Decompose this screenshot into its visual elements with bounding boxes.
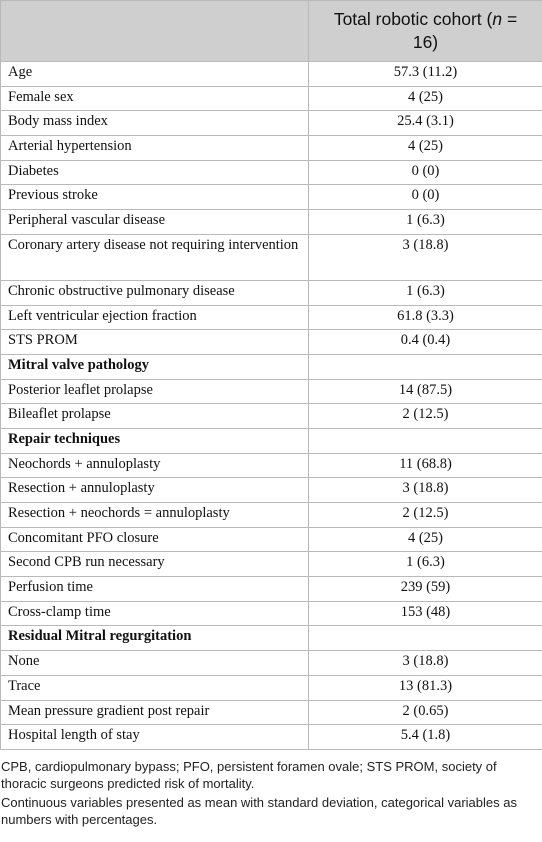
table-row: [1, 234, 542, 280]
row-value: 14 (87.5): [309, 379, 542, 404]
row-value: 239 (59): [309, 577, 542, 602]
row-value: 0 (0): [309, 185, 542, 210]
table-row: [1, 478, 542, 503]
row-value: 2 (12.5): [309, 404, 542, 429]
row-label: Posterior leaflet prolapse: [1, 379, 309, 404]
section-row-repair-techniques: [1, 428, 542, 453]
row-label: Cross-clamp time: [1, 601, 309, 626]
table-row: [1, 136, 542, 161]
row-label: Female sex: [1, 86, 309, 111]
header-cell-empty: [1, 1, 309, 62]
table-row: [1, 86, 542, 111]
table-row: [1, 160, 542, 185]
row-value: 3 (18.8): [309, 651, 542, 676]
table-header-row: [1, 1, 542, 62]
row-label: Arterial hypertension: [1, 136, 309, 161]
row-label: Concomitant PFO closure: [1, 527, 309, 552]
row-value: [309, 626, 542, 651]
row-label: Neochords + annuloplasty: [1, 453, 309, 478]
table-row: [1, 280, 542, 305]
section-label: Residual Mitral regurgitation: [1, 626, 309, 651]
row-label: Bileaflet prolapse: [1, 404, 309, 429]
table-row: [1, 700, 542, 725]
table-row: [1, 111, 542, 136]
row-label: Hospital length of stay: [1, 725, 309, 750]
row-value: [309, 428, 542, 453]
row-value: 5.4 (1.8): [309, 725, 542, 750]
table-row: [1, 552, 542, 577]
row-label: Perfusion time: [1, 577, 309, 602]
row-value: 2 (0.65): [309, 700, 542, 725]
table-row: [1, 601, 542, 626]
row-value: [309, 354, 542, 379]
row-label: None: [1, 651, 309, 676]
table-row: [1, 725, 542, 750]
section-row-mitral-valve-pathology: [1, 354, 542, 379]
row-label: Resection + annuloplasty: [1, 478, 309, 503]
row-value: 4 (25): [309, 527, 542, 552]
row-label: Resection + neochords = annuloplasty: [1, 503, 309, 528]
row-label: STS PROM: [1, 330, 309, 355]
row-label: Coronary artery disease not requiring intervention: [1, 234, 309, 280]
row-value: 3 (18.8): [309, 478, 542, 503]
row-value: 1 (6.3): [309, 552, 542, 577]
table-row: [1, 453, 542, 478]
row-label: Age: [1, 62, 309, 87]
section-row-residual-mitral-regurgitation: [1, 626, 542, 651]
table-row: [1, 330, 542, 355]
row-value: 4 (25): [309, 136, 542, 161]
row-label: Second CPB run necessary: [1, 552, 309, 577]
row-label: Body mass index: [1, 111, 309, 136]
table-row: [1, 651, 542, 676]
table-footnotes: [0, 758, 542, 828]
row-label: Diabetes: [1, 160, 309, 185]
header-text-n: n: [492, 9, 503, 29]
row-value: 1 (6.3): [309, 210, 542, 235]
row-label: Previous stroke: [1, 185, 309, 210]
table-row: [1, 185, 542, 210]
row-value: 25.4 (3.1): [309, 111, 542, 136]
footnote-methods: Continuous variables presented as mean with standard deviation, categorical variables as numbers with percentages.: [1, 794, 517, 827]
table-row: [1, 675, 542, 700]
row-value: 153 (48): [309, 601, 542, 626]
table-row: [1, 404, 542, 429]
table-row: [1, 305, 542, 330]
table-row: [1, 527, 542, 552]
row-label: Trace: [1, 675, 309, 700]
row-value: 0 (0): [309, 160, 542, 185]
row-value: 0.4 (0.4): [309, 330, 542, 355]
row-value: 13 (81.3): [309, 675, 542, 700]
row-label: Mean pressure gradient post repair: [1, 700, 309, 725]
table-row: [1, 62, 542, 87]
table-row: [1, 577, 542, 602]
row-value: 3 (18.8): [309, 234, 542, 280]
header-cell-total-cohort: [309, 1, 542, 62]
row-value: 2 (12.5): [309, 503, 542, 528]
section-label: Mitral valve pathology: [1, 354, 309, 379]
row-value: 4 (25): [309, 86, 542, 111]
header-text-prefix: Total robotic cohort (: [333, 9, 493, 29]
table-row: [1, 210, 542, 235]
row-value: 57.3 (11.2): [309, 62, 542, 87]
section-label: Repair techniques: [1, 428, 309, 453]
table-row: [1, 379, 542, 404]
row-label: Chronic obstructive pulmonary disease: [1, 280, 309, 305]
footnote-abbreviations: CPB, cardiopulmonary bypass; PFO, persistent foramen ovale; STS PROM, society of thoracic surgeons predicted risk of mortality.: [1, 758, 497, 791]
row-label: Peripheral vascular disease: [1, 210, 309, 235]
table-row: [1, 503, 542, 528]
row-value: 1 (6.3): [309, 280, 542, 305]
row-label: Left ventricular ejection fraction: [1, 305, 309, 330]
header-text-suffix: = 16): [412, 9, 518, 52]
row-value: 11 (68.8): [309, 453, 542, 478]
row-value: 61.8 (3.3): [309, 305, 542, 330]
